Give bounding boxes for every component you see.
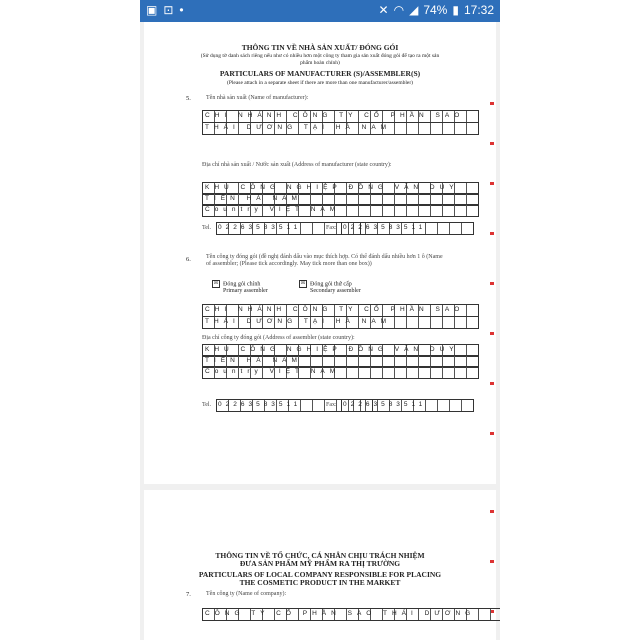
s5-tel-value: 02263583511: [218, 224, 302, 231]
section-7-label: Tên công ty (Name of company):: [206, 591, 287, 597]
section-5-number: 5.: [186, 95, 191, 102]
right-margin-marks: [488, 102, 494, 482]
s5-address-line-3: Country VIỆT NAM: [205, 206, 341, 213]
s6-address-label: Địa chỉ công ty đóng gói (Address of assembler (state country):: [202, 335, 355, 341]
signal-icon: ◢: [409, 3, 419, 17]
s7-name-line: CÔNG TY CỔ PHẦN SAO THÁI DƯƠNG: [205, 610, 476, 617]
section-5-label: Tên nhà sản xuất (Name of manufacturer):: [206, 95, 309, 101]
clock-text: 17:32: [463, 3, 494, 17]
s6-name-line-2: THÁI DƯƠNG TẠI HÀ NAM: [205, 318, 392, 325]
s6-tel-value: 02263583511: [218, 401, 302, 408]
s6-address-line-3: Country VIỆT NAM: [205, 368, 341, 375]
s5-address-label: Địa chỉ nhà sản xuất / Nước sản xuất (Address of manufacturer (state country):: [202, 162, 392, 168]
section-7-number: 7.: [186, 591, 191, 598]
s5-name-line-2: THÁI DƯƠNG TẠI HÀ NAM: [205, 124, 392, 131]
battery-text: 74%: [423, 3, 448, 17]
s5-name-line-1: CHI NHÁNH CÔNG TY CỔ PHẦN SAO: [205, 112, 465, 119]
photo-icon: ⊡: [163, 3, 174, 17]
status-left: [146, 3, 184, 17]
page2-title-vn-2: ĐƯA SẢN PHẨM MỸ PHẨM RA THỊ TRƯỜNG: [239, 559, 401, 568]
s5-fax-label: Fax:: [326, 225, 337, 231]
s6-tel-label: Tel.: [202, 402, 212, 408]
s6-address-line-2: TIÊN HÀ NAM: [205, 357, 302, 364]
page2-title-vn-1: THÔNG TIN VỀ TỔ CHỨC, CÁ NHÂN CHỊU TRÁCH NHIỆM: [215, 551, 425, 560]
s5-tel-label: Tel.: [202, 225, 212, 231]
s5-fax-value: 02263583511: [343, 224, 427, 231]
image-icon: ▣: [146, 3, 158, 17]
page1-title-en: PARTICULARS OF MANUFACTURER (S)/ASSEMBLER(S): [219, 69, 421, 78]
page1-title-vn: THÔNG TIN VỀ NHÀ SẢN XUẤT/ ĐÓNG GÓI: [241, 43, 399, 52]
notification-dot-icon: •: [179, 3, 184, 17]
document-viewer[interactable]: [140, 22, 500, 640]
wifi-icon: ◠: [393, 3, 405, 17]
status-right: [379, 3, 494, 17]
page1-subtitle-vn: (Sử dụng tờ danh sách riêng nếu như có nhiều hơn một công ty tham gia sản xuất đóng gói để tạo ra một sản phẩm hoàn chỉnh): [200, 53, 440, 66]
document-page-2: [144, 490, 496, 640]
checkbox-checked-icon: ☒: [213, 281, 219, 286]
s6-fax-label: Fax:: [326, 402, 337, 408]
s6-name-line-1: CHI NHÁNH CÔNG TY CỔ PHẦN SAO: [205, 306, 465, 313]
battery-icon: ▮: [452, 3, 459, 17]
section-6-number: 6.: [186, 256, 191, 263]
section-6-label: Tên công ty đóng gói (đề nghị đánh dấu vào mục thích hợp. Có thể đánh dấu nhiều hơn 1 ô (Name of assembler; (Please tick accordingly. May tick more than one box)): [206, 254, 443, 267]
s6-address-line-1: KHU CÔNG NGHIỆP ĐỒNG VĂN DUY: [205, 346, 459, 353]
mute-icon: ✕: [378, 3, 389, 17]
s5-address-line-1: KHU CÔNG NGHIỆP ĐỒNG VĂN DUY: [205, 184, 459, 191]
s6-fax-value: 02263583511: [343, 401, 427, 408]
checkbox-checked-icon: ☒: [300, 281, 306, 286]
status-bar: [140, 0, 500, 22]
secondary-assembler-checkbox[interactable]: ☒ Đóng gói thứ cấp Secondary assembler: [300, 281, 361, 294]
page2-title-en-2: THE COSMETIC PRODUCT IN THE MARKET: [239, 578, 401, 587]
primary-assembler-checkbox[interactable]: ☒ Đóng gói chính Primary assembler: [213, 281, 268, 294]
page1-subtitle-en: (Please attach in a separate sheet if there are more than one manufacturer/assembler): [227, 80, 413, 86]
page2-title-en-1: PARTICULARS OF LOCAL COMPANY RESPONSIBLE FOR PLACING: [198, 570, 442, 579]
s5-address-line-2: TIÊN HÀ NAM: [205, 195, 302, 202]
document-page-1: [144, 22, 496, 484]
